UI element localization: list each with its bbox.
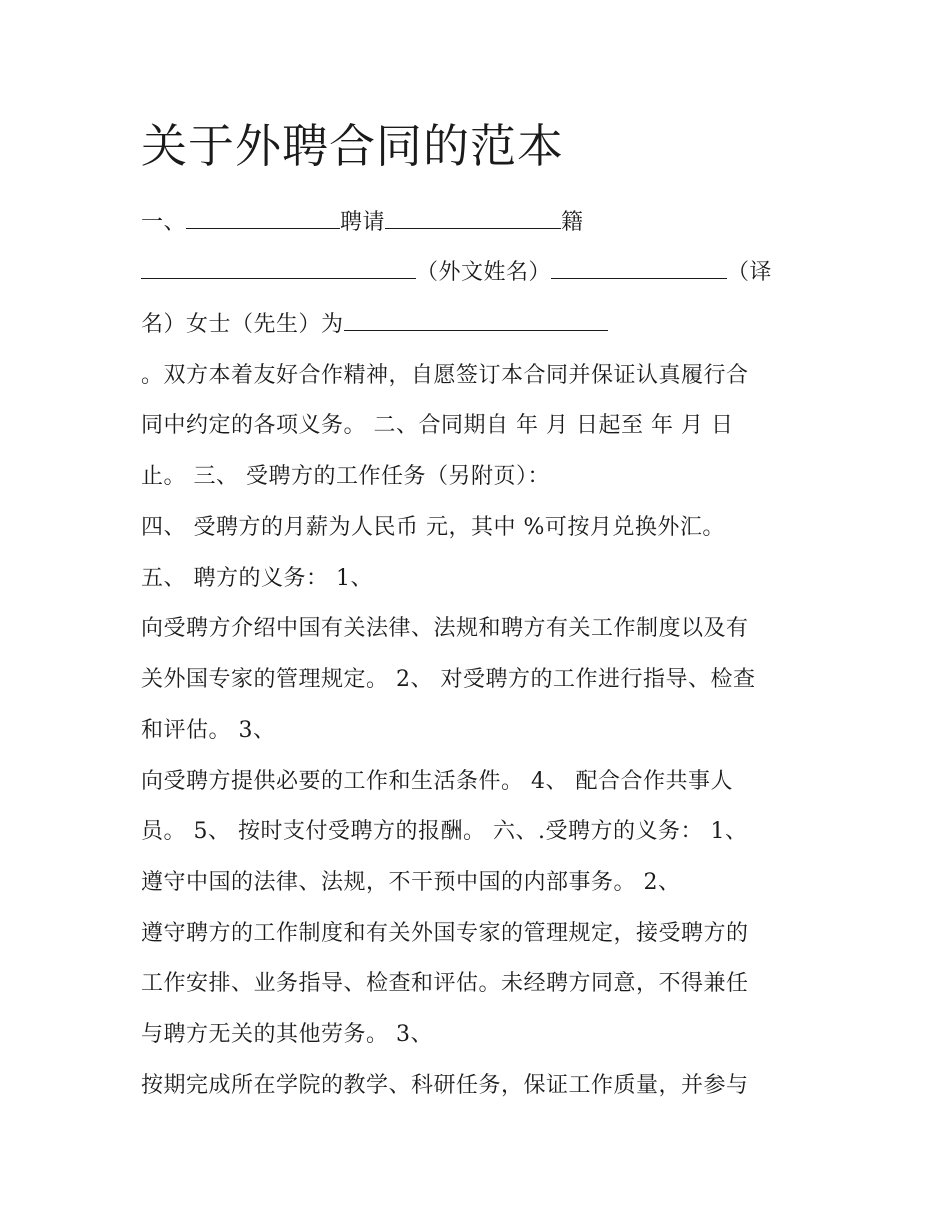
nationality-blank[interactable]: [385, 208, 561, 229]
contract-line-18: 按期完成所在学院的教学、科研任务，保证工作质量，并参与: [141, 1073, 749, 1098]
contract-line-7: 四、 受聘方的月薪为人民币 元，其中 %可按月兑换外汇。: [141, 515, 725, 540]
translated-name-label-end: 名）女士（先生）为: [141, 312, 344, 337]
contract-line-6: 止。 三、 受聘方的工作任务（另附页）：: [141, 464, 550, 489]
contract-line-9: 向受聘方介绍中国有关法律、法规和聘方有关工作制度以及有: [141, 616, 749, 641]
contract-line-1: [141, 208, 821, 238]
contract-line-10: 关外国专家的管理规定。 2、 对受聘方的工作进行指导、检查: [141, 667, 756, 692]
foreign-name-blank[interactable]: [141, 258, 416, 279]
contract-line-13: 员。 5、 按时支付受聘方的报酬。 六、.受聘方的义务： 1、: [141, 819, 748, 844]
contract-line-3: [141, 310, 821, 340]
contract-line-11: 和评估。 3、: [141, 718, 276, 743]
clause-number: 一、: [141, 210, 187, 235]
contract-line-8: 五、 聘方的义务： 1、: [141, 566, 373, 591]
foreign-name-label: （外文姓名）: [416, 260, 552, 285]
contract-line-2: [141, 258, 821, 288]
contract-line-4: 。双方本着友好合作精神，自愿签订本合同并保证认真履行合: [141, 363, 749, 388]
contract-line-16: 工作安排、业务指导、检查和评估。未经聘方同意，不得兼任: [141, 971, 749, 996]
contract-line-12: 向受聘方提供必要的工作和生活条件。 4、 配合合作共事人: [141, 769, 733, 794]
contract-line-17: 与聘方无关的其他劳务。 3、: [141, 1022, 433, 1047]
hire-label: 聘请: [340, 210, 386, 235]
translated-name-label-start: （译: [727, 260, 773, 285]
nationality-label: 籍: [561, 210, 584, 235]
position-blank[interactable]: [344, 310, 608, 331]
employer-blank[interactable]: [186, 208, 340, 229]
translated-name-blank[interactable]: [551, 258, 727, 279]
contract-line-5: 同中约定的各项义务。 二、合同期自 年 月 日起至 年 月 日: [141, 413, 734, 438]
contract-line-14: 遵守中国的法律、法规，不干预中国的内部事务。 2、: [141, 870, 681, 895]
contract-line-15: 遵守聘方的工作制度和有关外国专家的管理规定，接受聘方的: [141, 921, 749, 946]
document-title: 关于外聘合同的范本: [141, 119, 564, 173]
